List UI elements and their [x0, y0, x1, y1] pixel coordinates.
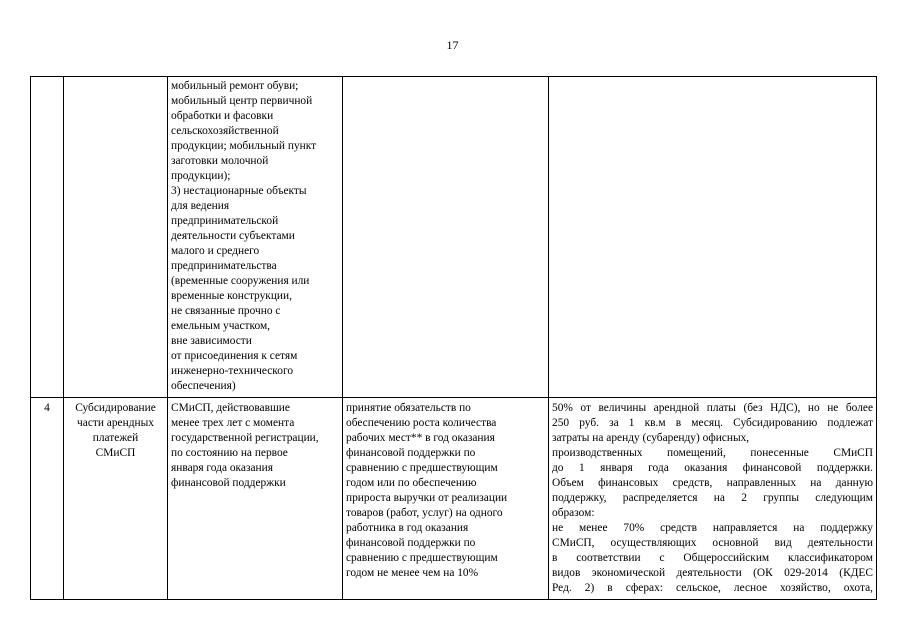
text-line: не менее 70% средств направляется на поддержку	[552, 522, 873, 534]
text-line: предпринимательства	[171, 260, 277, 272]
text-line: видов экономической деятельности (ОК 029-2014 (КДЕС	[552, 567, 873, 579]
text-line: мобильный ремонт обуви;	[171, 80, 299, 92]
recipients-text	[171, 401, 339, 491]
text-line: части арендных	[77, 417, 154, 429]
cell-support-terms	[549, 77, 877, 398]
cell-number	[31, 398, 64, 600]
support-terms-text	[552, 401, 873, 596]
text-line: емельным участком,	[171, 320, 271, 332]
text-line: 250 руб. за 1 кв.м в месяц. Субсидированию подлежат	[552, 417, 873, 429]
text-line: до 1 января года оказания финансовой поддержки.	[552, 462, 873, 474]
text-line: работника в год оказания	[346, 522, 469, 534]
text-line: обеспечения)	[171, 380, 236, 392]
table-row	[31, 398, 877, 600]
text-line: государственной регистрации,	[171, 432, 319, 444]
text-line: малого и среднего	[171, 245, 260, 257]
cell-recipients	[168, 398, 343, 600]
text-line: Объем финансовых средств, направленных на данную	[552, 477, 873, 489]
text-line: вне зависимости	[171, 335, 252, 347]
text-line: предпринимательской	[171, 215, 279, 227]
text-line: временные конструкции,	[171, 290, 292, 302]
text-line: СМиСП, осуществляющих основной вид деятельности	[552, 537, 873, 549]
table-row	[31, 77, 877, 398]
text-line: в соответствии с Общероссийским классификатором	[552, 552, 873, 564]
text-line: платежей	[92, 432, 139, 444]
cell-measure-name	[64, 77, 168, 398]
text-line: менее трех лет с момента	[171, 417, 295, 429]
text-line: обеспечению роста количества	[346, 417, 497, 429]
cell-conditions	[343, 398, 549, 600]
text-line: образом:	[552, 507, 595, 519]
text-line: СМиСП, действовавшие	[171, 402, 290, 414]
recipients-text	[171, 79, 339, 394]
text-line: поддержку, распределяется на 2 группы следующим	[552, 492, 873, 504]
text-line: Ред. 2) в сферах: сельское, лесное хозяйство, охота,	[552, 582, 873, 594]
text-line: 3) нестационарные объекты	[171, 185, 307, 197]
conditions-text	[346, 401, 545, 581]
support-measures-table	[30, 76, 877, 600]
text-line: финансовой поддержки	[171, 477, 286, 489]
text-line: затраты на аренду (субаренду) офисных,	[552, 432, 750, 444]
cell-number	[31, 77, 64, 398]
text-line: финансовой поддержки по	[346, 447, 476, 459]
text-line: деятельности субъектами	[171, 230, 295, 242]
text-line: продукции);	[171, 170, 231, 182]
text-line: прироста выручки от реализации	[346, 492, 508, 504]
text-line: финансовой поддержки по	[346, 537, 476, 549]
text-line: не связанные прочно с	[171, 305, 281, 317]
text-line: сравнению с предшествующим	[346, 552, 498, 564]
text-line: Субсидирование	[75, 402, 156, 414]
cell-recipients	[168, 77, 343, 398]
text-line: производственных помещений, понесенные СМиСП	[552, 447, 873, 459]
text-line: принятие обязательств по	[346, 402, 471, 414]
text-line: сельскохозяйственной	[171, 125, 279, 137]
row-number: 4	[44, 402, 50, 414]
measure-name-text	[67, 401, 164, 461]
text-line: СМиСП	[95, 447, 136, 459]
text-line: мобильный центр первичной	[171, 95, 313, 107]
text-line: продукции; мобильный пункт	[171, 140, 317, 152]
text-line: товаров (работ, услуг) на одного	[346, 507, 503, 519]
text-line: инженерно-технического	[171, 365, 294, 377]
text-line: от присоединения к сетям	[171, 350, 298, 362]
text-line: для ведения	[171, 200, 230, 212]
text-line: рабочих мест** в год оказания	[346, 432, 495, 444]
text-line: годом или по обеспечению	[346, 477, 477, 489]
cell-support-terms	[549, 398, 877, 600]
text-line: сравнению с предшествующим	[346, 462, 498, 474]
page-number: 17	[446, 38, 459, 52]
text-line: (временные сооружения или	[171, 275, 310, 287]
text-line: обработки и фасовки	[171, 110, 274, 122]
text-line: годом не менее чем на 10%	[346, 567, 479, 579]
text-line: по состоянию на первое	[171, 447, 288, 459]
text-line: заготовки молочной	[171, 155, 269, 167]
text-line: 50% от величины арендной платы (без НДС), но не более	[552, 402, 873, 414]
text-line: января года оказания	[171, 462, 273, 474]
cell-measure-name	[64, 398, 168, 600]
cell-conditions	[343, 77, 549, 398]
